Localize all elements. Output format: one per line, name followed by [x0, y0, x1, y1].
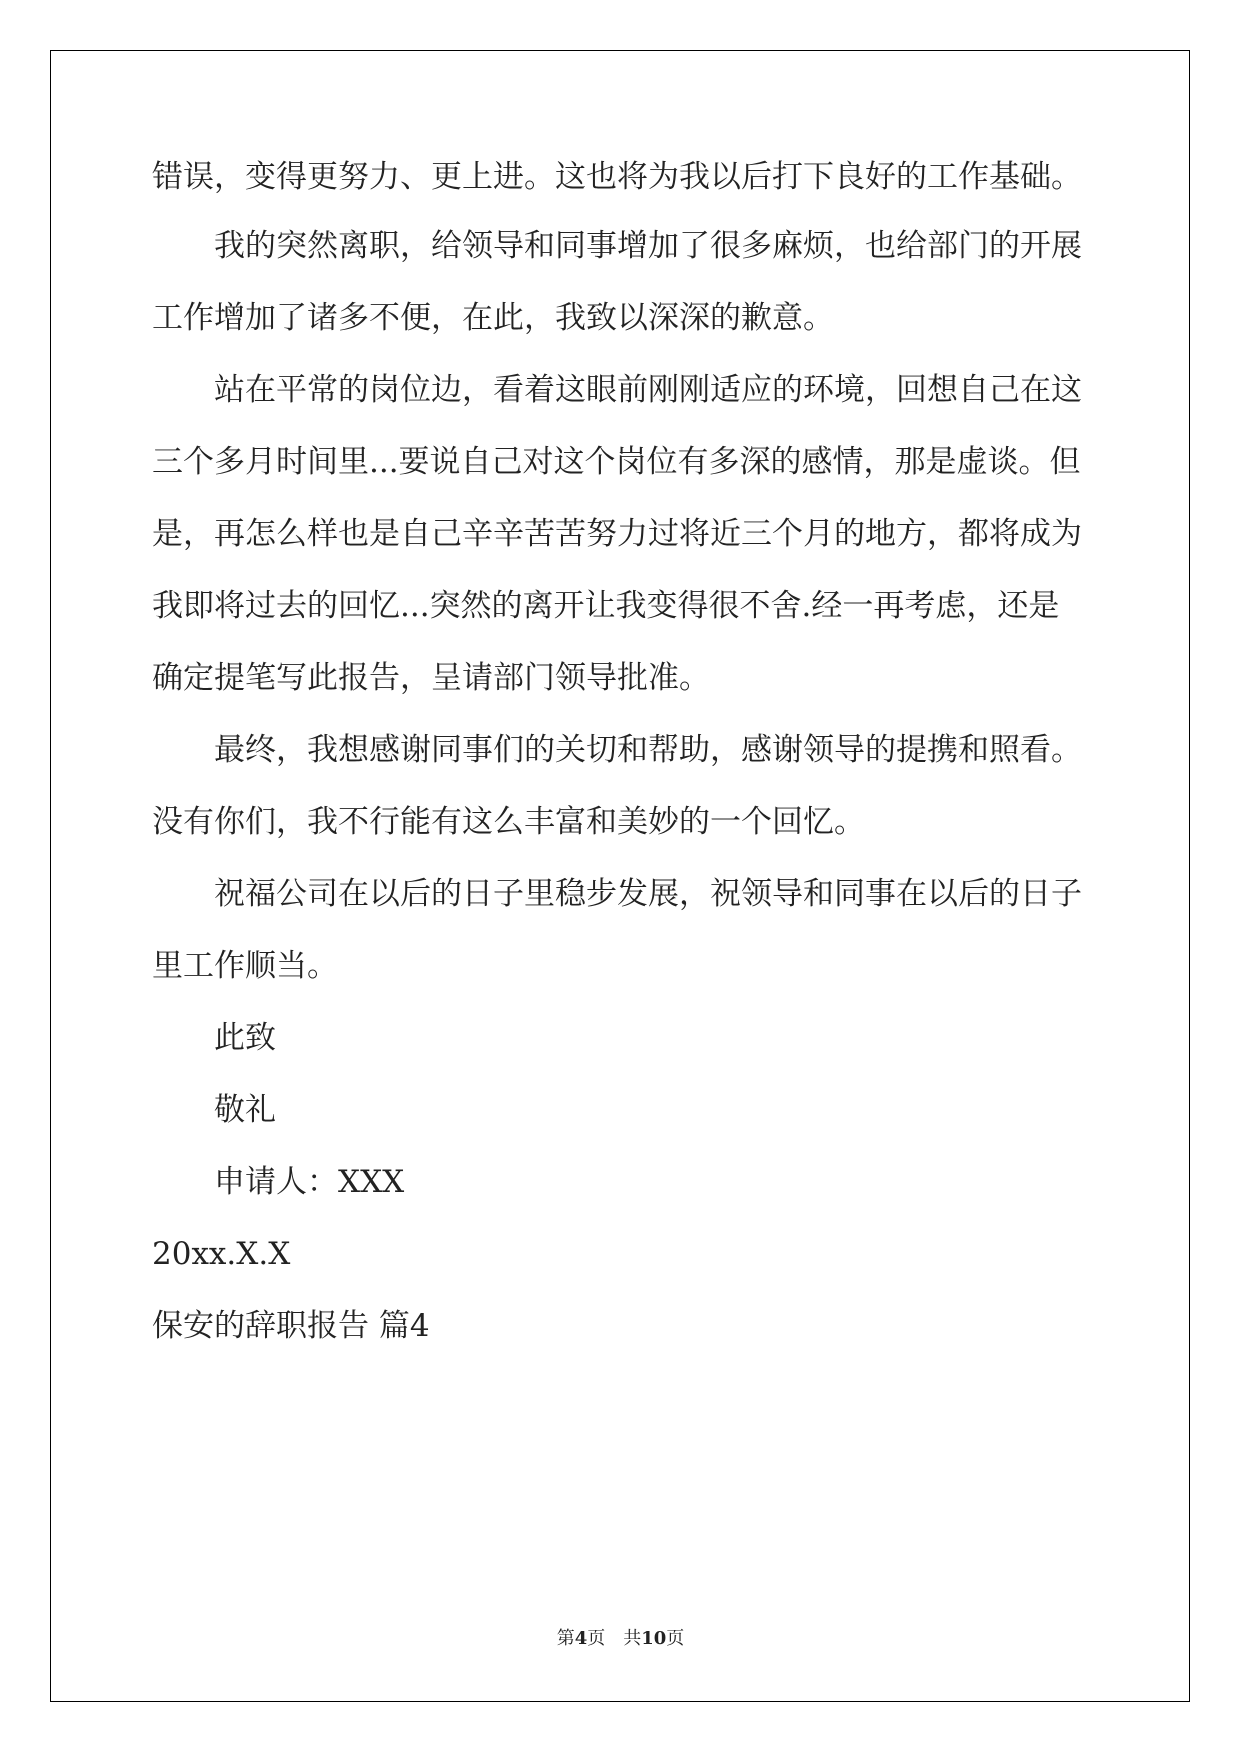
footer-mid: 页 共 — [587, 1628, 642, 1649]
body-line-12: 里工作顺当。 — [152, 948, 338, 984]
body-line-6: 是，再怎么样也是自己辛辛苦苦努力过将近三个月的地方，都将成为 — [152, 516, 1082, 552]
body-line-10: 没有你们，我不行能有这么丰富和美妙的一个回忆。 — [152, 804, 865, 840]
body-line-5: 三个多月时间里...要说自己对这个岗位有多深的感情，那是虚谈。但 — [152, 444, 1081, 480]
body-line-9: 最终，我想感谢同事们的关切和帮助，感谢领导的提携和照看。 — [214, 732, 1082, 768]
section-heading: 保安的辞职报告 篇4 — [152, 1308, 430, 1344]
body-line-3: 工作增加了诸多不便，在此，我致以深深的歉意。 — [152, 300, 834, 336]
footer-total-pages: 10 — [641, 1628, 667, 1649]
date-line: 20xx.X.X — [152, 1236, 291, 1272]
footer-suffix: 页 — [666, 1628, 685, 1649]
body-line-8: 确定提笔写此报告，呈请部门领导批准。 — [152, 660, 710, 696]
body-line-1: 错误，变得更努力、更上进。这也将为我以后打下良好的工作基础。 — [152, 159, 1082, 195]
footer-prefix: 第 — [556, 1628, 575, 1649]
body-line-2: 我的突然离职，给领导和同事增加了很多麻烦，也给部门的开展 — [214, 228, 1082, 264]
body-line-11: 祝福公司在以后的日子里稳步发展，祝领导和同事在以后的日子 — [214, 876, 1082, 912]
footer-current-page: 4 — [574, 1628, 588, 1649]
closing-salutation: 此致 — [214, 1020, 276, 1056]
page-footer — [0, 1627, 1241, 1651]
body-line-4: 站在平常的岗位边，看着这眼前刚刚适应的环境，回想自己在这 — [214, 372, 1082, 408]
body-line-7: 我即将过去的回忆...突然的离开让我变得很不舍.经一再考虑，还是 — [152, 588, 1060, 624]
closing-regards: 敬礼 — [214, 1092, 276, 1128]
applicant-signature: 申请人：XXX — [214, 1164, 405, 1200]
